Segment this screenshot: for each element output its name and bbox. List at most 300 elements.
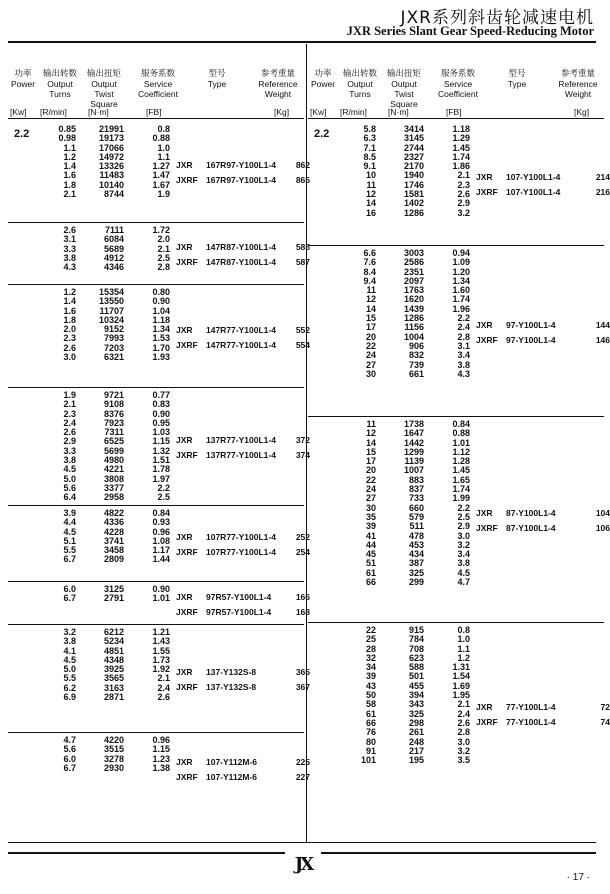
service-factor: 1.03 xyxy=(152,427,170,438)
torque-value: 2809 xyxy=(103,554,124,565)
speed-value: 2.3 xyxy=(63,408,76,419)
spec-group xyxy=(8,122,310,222)
service-factor: 2.8 xyxy=(157,262,170,273)
service-factor: 0.96 xyxy=(152,735,170,745)
column-header-cn: 输出转数 xyxy=(342,69,377,79)
column-header-en: Type xyxy=(207,79,227,89)
torque-value: 837 xyxy=(408,484,424,495)
speed-value: 2.6 xyxy=(63,342,76,353)
model-type-row xyxy=(176,338,310,352)
speed-value: 66 xyxy=(365,577,376,588)
model-prefix: JXR xyxy=(476,701,493,712)
torque-value: 511 xyxy=(409,521,424,532)
spec-group xyxy=(308,245,610,417)
model-type-row xyxy=(176,545,310,559)
model-type-row xyxy=(176,680,310,694)
torque-value: 6525 xyxy=(103,436,124,447)
model-weight: 587 xyxy=(295,257,310,267)
torque-value: 3925 xyxy=(103,664,124,675)
model-prefix: JXRF xyxy=(176,771,198,782)
service-factor: 0.93 xyxy=(152,517,170,528)
service-factor: 1.27 xyxy=(152,161,170,172)
service-factor: 3.2 xyxy=(457,539,470,550)
speed-value: 45 xyxy=(365,549,376,560)
torque-value: 3458 xyxy=(103,545,124,556)
service-factor: 3.2 xyxy=(457,745,470,756)
service-factor: 1.72 xyxy=(152,225,170,235)
model-weight: 585 xyxy=(295,242,310,252)
column-header-cn: 参考重量 xyxy=(260,69,295,79)
service-factor: 2.5 xyxy=(457,511,470,522)
model-type-row xyxy=(176,770,310,784)
torque-value: 9152 xyxy=(103,324,124,335)
torque-value: 3003 xyxy=(403,248,424,258)
torque-value: 325 xyxy=(408,708,424,719)
torque-value: 17066 xyxy=(98,142,124,153)
torque-value: 661 xyxy=(408,368,424,379)
speed-value: 61 xyxy=(365,708,376,719)
torque-value: 1286 xyxy=(403,207,424,218)
torque-value: 2791 xyxy=(103,593,124,604)
speed-value: 6.0 xyxy=(63,753,76,764)
torque-value: 6084 xyxy=(103,234,124,245)
column-header-weight xyxy=(252,68,304,99)
model-code: 107-Y100L1-4 xyxy=(506,171,561,182)
speed-value: 76 xyxy=(365,727,376,738)
speed-value: 1.2 xyxy=(63,287,76,297)
model-code: 107R77-Y100L1-4 xyxy=(206,532,276,542)
column-header-power xyxy=(8,68,38,89)
header-rule xyxy=(8,41,596,43)
torque-value: 2586 xyxy=(403,257,424,268)
model-weight: 214 xyxy=(595,171,610,182)
service-factor: 1.69 xyxy=(452,680,470,691)
service-factor: 1.74 xyxy=(452,484,470,495)
speed-value: 2.1 xyxy=(63,189,76,200)
speed-value: 27 xyxy=(365,493,376,504)
service-factor: 1.78 xyxy=(152,464,170,475)
torque-value: 1004 xyxy=(403,331,424,342)
model-code: 97R57-Y100L1-4 xyxy=(206,591,272,602)
model-prefix: JXRF xyxy=(176,547,198,557)
model-type-row xyxy=(176,255,310,269)
power-value: 2.2 xyxy=(314,128,330,140)
model-code: 77-Y100L1-4 xyxy=(506,716,556,727)
speed-value: 5.5 xyxy=(63,673,76,684)
model-type-row xyxy=(476,506,610,520)
service-factor: 1.45 xyxy=(452,142,470,153)
model-weight: 252 xyxy=(295,532,310,542)
service-factor: 2.6 xyxy=(457,717,470,728)
service-factor: 1.99 xyxy=(452,493,470,504)
speed-value: 50 xyxy=(365,690,376,701)
units-row xyxy=(308,106,604,119)
service-factor: 2.1 xyxy=(157,673,170,684)
service-factor: 1.15 xyxy=(152,436,170,447)
service-factor: 1.12 xyxy=(452,446,470,457)
speed-value: 22 xyxy=(365,625,376,635)
model-type-row xyxy=(176,433,310,447)
speed-value: 3.1 xyxy=(63,234,76,245)
column-header-cn: 型号 xyxy=(208,69,226,79)
unit-weight: [Kg] xyxy=(574,107,590,117)
column-header-cn: 服务系数 xyxy=(140,69,175,79)
model-code: 137R77-Y100L1-4 xyxy=(206,435,276,445)
torque-value: 2327 xyxy=(403,151,424,162)
speed-value: 5.8 xyxy=(363,124,376,134)
service-factor: 1.95 xyxy=(452,690,470,701)
unit-torque: [N·m] xyxy=(88,107,109,117)
service-factor: 0.90 xyxy=(152,584,170,594)
column-header-speed xyxy=(38,68,82,99)
service-factor: 1.08 xyxy=(152,535,170,546)
service-factor: 1.1 xyxy=(157,151,170,162)
speed-value: 14 xyxy=(365,303,376,314)
service-factor: 0.95 xyxy=(152,417,170,428)
service-factor: 1.47 xyxy=(152,170,170,181)
model-weight: 216 xyxy=(595,186,610,197)
speed-value: 4.5 xyxy=(63,654,76,665)
speed-value: 3.9 xyxy=(63,508,76,518)
torque-value: 4348 xyxy=(103,654,124,665)
column-header-cn: 功率 xyxy=(314,69,332,79)
spec-group xyxy=(308,622,610,804)
torque-value: 299 xyxy=(408,577,424,588)
speed-value: 9.1 xyxy=(363,161,376,172)
model-type-row xyxy=(476,700,610,714)
service-factor: 1.96 xyxy=(452,303,470,314)
speed-value: 12 xyxy=(365,189,376,200)
speed-value: 2.9 xyxy=(63,436,76,447)
model-weight: 367 xyxy=(295,682,310,692)
unit-torque: [N·m] xyxy=(388,107,409,117)
torque-value: 1940 xyxy=(403,170,424,181)
model-prefix: JXR xyxy=(176,532,193,542)
model-prefix: JXR xyxy=(176,756,193,767)
header-title-en: JXR Series Slant Gear Speed-Reducing Motor xyxy=(346,24,594,38)
torque-value: 660 xyxy=(408,502,424,513)
service-factor: 1.23 xyxy=(152,753,170,764)
model-type-row xyxy=(176,665,310,679)
speed-value: 6.7 xyxy=(63,593,76,604)
torque-value: 261 xyxy=(408,727,424,738)
torque-value: 3565 xyxy=(103,673,124,684)
model-code: 87-Y100L1-4 xyxy=(506,523,556,533)
column-header-service xyxy=(132,68,184,99)
model-prefix: JXR xyxy=(176,435,193,445)
speed-value: 44 xyxy=(365,539,376,550)
column-header-en: Service Coefficient xyxy=(137,79,178,99)
service-factor: 2.4 xyxy=(457,322,470,333)
service-factor: 0.84 xyxy=(152,508,170,518)
spec-group xyxy=(8,222,310,285)
speed-value: 1.8 xyxy=(63,314,76,325)
torque-value: 10324 xyxy=(98,314,124,325)
service-factor: 1.17 xyxy=(152,545,170,556)
column-header-weight xyxy=(552,68,604,99)
service-factor: 3.5 xyxy=(457,755,470,766)
model-weight: 552 xyxy=(295,324,310,335)
unit-power: [Kw] xyxy=(10,107,27,117)
model-code: 147R77-Y100L1-4 xyxy=(206,324,276,335)
model-code: 107-Y100L1-4 xyxy=(506,186,561,197)
service-factor: 1.0 xyxy=(157,142,170,153)
torque-value: 4336 xyxy=(103,517,124,528)
column-header-en: Reference Weight xyxy=(558,79,598,99)
speed-value: 17 xyxy=(365,456,376,467)
speed-value: 2.6 xyxy=(63,225,76,235)
model-type-row xyxy=(176,755,310,769)
speed-value: 4.7 xyxy=(63,735,76,745)
service-factor: 1.45 xyxy=(452,465,470,476)
model-weight: 106 xyxy=(595,523,610,533)
model-prefix: JXRF xyxy=(176,257,198,267)
model-weight: 254 xyxy=(295,547,310,557)
torque-value: 4346 xyxy=(103,262,124,273)
model-code: 97-Y100L1-4 xyxy=(506,334,556,345)
service-factor: 1.34 xyxy=(152,324,170,335)
torque-value: 3163 xyxy=(103,682,124,693)
model-code: 107-Y112M-6 xyxy=(206,756,258,767)
column-header-en: Output Twist Square xyxy=(390,79,418,109)
service-factor: 1.09 xyxy=(452,257,470,268)
model-code: 107R77-Y100L1-4 xyxy=(206,547,276,557)
service-factor: 2.1 xyxy=(457,170,470,181)
torque-value: 325 xyxy=(408,567,424,578)
service-factor: 1.93 xyxy=(152,352,170,363)
speed-value: 12 xyxy=(365,428,376,439)
service-factor: 4.7 xyxy=(457,577,470,588)
speed-value: 8.4 xyxy=(363,266,376,277)
speed-value: 3.3 xyxy=(63,243,76,254)
torque-value: 1007 xyxy=(403,465,424,476)
torque-value: 733 xyxy=(408,493,424,504)
service-factor: 1.44 xyxy=(152,554,170,565)
speed-value: 1.9 xyxy=(63,390,76,400)
service-factor: 1.74 xyxy=(452,151,470,162)
service-factor: 1.43 xyxy=(152,636,170,647)
speed-value: 3.8 xyxy=(63,455,76,466)
torque-value: 5699 xyxy=(103,445,124,456)
torque-value: 9108 xyxy=(103,399,124,410)
speed-value: 11 xyxy=(366,419,376,429)
speed-value: 2.6 xyxy=(63,427,76,438)
model-prefix: JXR xyxy=(476,171,493,182)
torque-value: 708 xyxy=(408,643,424,654)
torque-value: 434 xyxy=(408,549,424,560)
speed-value: 14 xyxy=(365,437,376,448)
torque-value: 7311 xyxy=(104,427,124,438)
torque-value: 2744 xyxy=(403,142,424,153)
torque-value: 2170 xyxy=(403,161,424,172)
speed-value: 4.1 xyxy=(63,645,76,656)
service-factor: 2.1 xyxy=(157,243,170,254)
service-factor: 2.8 xyxy=(457,727,470,738)
model-code: 167R97-Y100L1-4 xyxy=(206,160,276,170)
speed-value: 6.4 xyxy=(63,492,76,503)
speed-value: 20 xyxy=(365,331,376,342)
model-prefix: JXRF xyxy=(476,186,498,197)
speed-value: 6.0 xyxy=(63,584,76,594)
service-factor: 3.8 xyxy=(457,359,470,370)
torque-value: 3741 xyxy=(103,535,124,546)
torque-value: 5689 xyxy=(103,243,124,254)
torque-value: 4228 xyxy=(103,526,124,537)
speed-value: 6.2 xyxy=(63,682,76,693)
service-factor: 3.1 xyxy=(457,340,470,351)
speed-value: 2.0 xyxy=(63,324,76,335)
column-header-cn: 型号 xyxy=(508,69,526,79)
service-factor: 1.97 xyxy=(152,473,170,484)
model-weight: 168 xyxy=(295,606,310,617)
speed-value: 3.2 xyxy=(63,627,76,637)
speed-value: 6.7 xyxy=(63,762,76,773)
speed-value: 6.3 xyxy=(363,133,376,144)
model-code: 97-Y100L1-4 xyxy=(506,319,556,330)
torque-value: 588 xyxy=(408,662,424,673)
column-header-en: Reference Weight xyxy=(258,79,298,99)
column-header-type xyxy=(484,68,550,89)
service-factor: 4.5 xyxy=(457,567,470,578)
speed-value: 16 xyxy=(365,207,376,218)
torque-value: 501 xyxy=(408,671,424,682)
service-factor: 0.83 xyxy=(152,399,170,410)
left-table xyxy=(8,44,310,842)
column-header-service xyxy=(432,68,484,99)
speed-value: 25 xyxy=(365,634,376,645)
speed-value: 28 xyxy=(365,643,376,654)
speed-value: 22 xyxy=(365,474,376,485)
torque-value: 14972 xyxy=(98,151,124,162)
service-factor: 2.6 xyxy=(157,692,170,703)
torque-value: 453 xyxy=(408,539,424,550)
torque-value: 1738 xyxy=(403,419,424,429)
model-type-row xyxy=(176,590,310,604)
service-factor: 1.32 xyxy=(152,445,170,456)
column-header-en: Output Turns xyxy=(47,79,73,99)
speed-value: 11 xyxy=(366,285,376,296)
speed-value: 1.4 xyxy=(63,296,76,307)
model-prefix: JXRF xyxy=(176,606,198,617)
torque-value: 21991 xyxy=(98,124,124,134)
torque-value: 4221 xyxy=(103,464,124,475)
service-factor: 2.8 xyxy=(457,331,470,342)
service-factor: 1.0 xyxy=(457,634,470,645)
torque-value: 2351 xyxy=(403,266,424,277)
speed-value: 101 xyxy=(360,755,376,766)
service-factor: 1.1 xyxy=(457,643,470,654)
service-factor: 1.21 xyxy=(152,627,170,637)
service-factor: 1.51 xyxy=(152,455,170,466)
model-type-row xyxy=(176,448,310,462)
brand-logo: JX xyxy=(285,852,321,876)
speed-value: 14 xyxy=(365,198,376,209)
torque-value: 2930 xyxy=(103,762,124,773)
torque-value: 6321 xyxy=(103,352,124,363)
column-header-en: Type xyxy=(507,79,527,89)
torque-value: 3414 xyxy=(403,124,424,134)
torque-value: 217 xyxy=(408,745,424,756)
service-factor: 2.9 xyxy=(457,198,470,209)
spec-sheet xyxy=(8,44,610,843)
model-type-row xyxy=(476,170,610,184)
right-table xyxy=(308,44,610,842)
column-header-en: Power xyxy=(10,79,36,89)
speed-value: 11 xyxy=(366,179,376,190)
column-header-speed xyxy=(338,68,382,99)
service-factor: 2.1 xyxy=(457,699,470,710)
model-prefix: JXRF xyxy=(176,175,198,185)
model-code: 167R97-Y100L1-4 xyxy=(206,175,276,185)
model-type-row xyxy=(476,521,610,535)
service-factor: 1.28 xyxy=(452,456,470,467)
service-factor: 2.2 xyxy=(157,482,170,493)
column-header-en: Service Coefficient xyxy=(437,79,478,99)
service-factor: 0.90 xyxy=(152,408,170,419)
speed-value: 5.0 xyxy=(63,664,76,675)
torque-value: 832 xyxy=(408,350,424,361)
torque-value: 3515 xyxy=(103,744,124,755)
unit-weight: [Kg] xyxy=(274,107,290,117)
speed-value: 5.6 xyxy=(63,744,76,755)
speed-value: 3.8 xyxy=(63,252,76,263)
speed-value: 91 xyxy=(365,745,376,756)
model-code: 87-Y100L1-4 xyxy=(506,508,556,518)
service-factor: 1.54 xyxy=(452,671,470,682)
torque-value: 883 xyxy=(408,474,424,485)
speed-value: 39 xyxy=(365,521,376,532)
speed-value: 30 xyxy=(365,502,376,513)
units-row xyxy=(8,106,304,119)
spec-group xyxy=(8,624,310,733)
model-code: 77-Y100L1-4 xyxy=(506,701,556,712)
service-factor: 1.18 xyxy=(452,124,470,134)
torque-value: 394 xyxy=(408,690,424,701)
service-factor: 2.2 xyxy=(457,502,470,513)
service-factor: 1.20 xyxy=(452,266,470,277)
torque-value: 3145 xyxy=(403,133,424,144)
speed-value: 6.7 xyxy=(63,554,76,565)
model-code: 147R77-Y100L1-4 xyxy=(206,339,276,350)
speed-value: 0.98 xyxy=(58,133,76,144)
model-prefix: JXRF xyxy=(176,339,198,350)
model-prefix: JXR xyxy=(176,160,193,170)
torque-value: 579 xyxy=(408,511,424,522)
model-weight: 74 xyxy=(600,716,610,727)
model-weight: 146 xyxy=(595,334,610,345)
speed-value: 24 xyxy=(365,350,376,361)
unit-service: [FB] xyxy=(446,107,462,117)
service-factor: 1.04 xyxy=(152,305,170,316)
service-factor: 1.92 xyxy=(152,664,170,675)
torque-value: 455 xyxy=(408,680,424,691)
column-header-cn: 服务系数 xyxy=(440,69,475,79)
power-value: 2.2 xyxy=(14,128,30,140)
column-header-cn: 功率 xyxy=(14,69,32,79)
torque-value: 4220 xyxy=(103,735,124,745)
speed-value: 8.5 xyxy=(363,151,376,162)
speed-value: 5.0 xyxy=(63,473,76,484)
service-factor: 1.53 xyxy=(152,333,170,344)
torque-value: 1746 xyxy=(403,179,424,190)
speed-value: 5.1 xyxy=(63,535,76,546)
model-prefix: JXRF xyxy=(176,450,198,460)
model-code: 137-Y132S-8 xyxy=(206,682,257,692)
torque-value: 3377 xyxy=(103,482,124,493)
speed-value: 1.4 xyxy=(63,161,76,172)
spec-group xyxy=(308,122,610,245)
torque-value: 739 xyxy=(408,359,424,370)
